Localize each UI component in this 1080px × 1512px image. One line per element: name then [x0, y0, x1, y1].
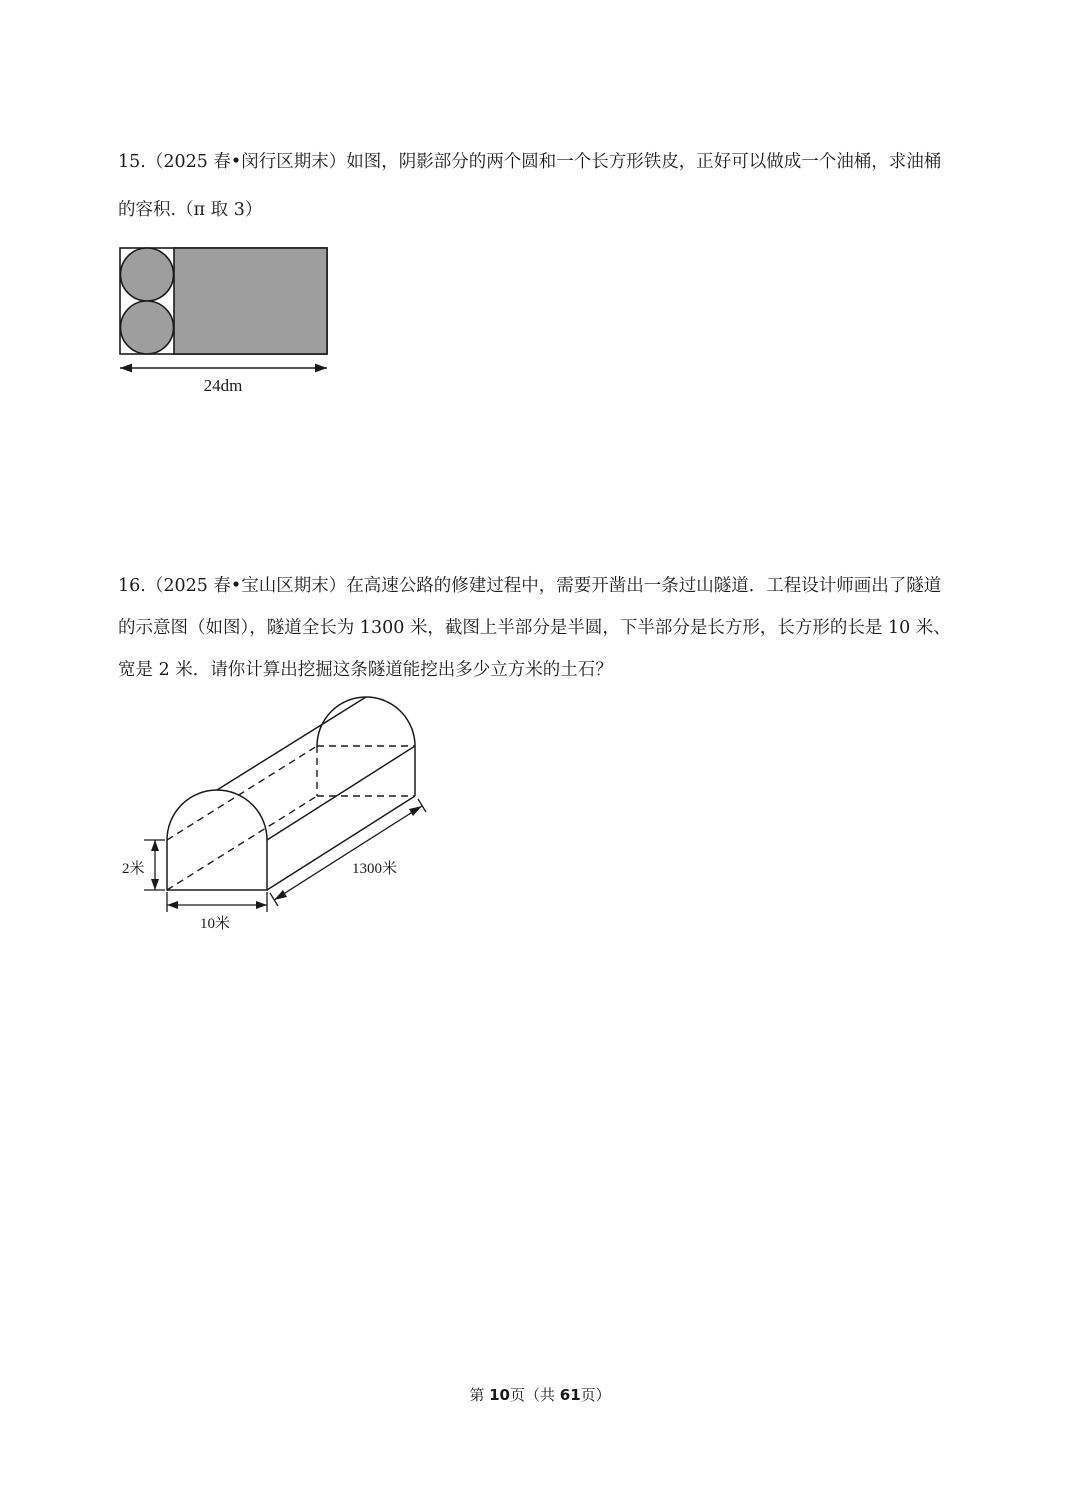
footer-suffix: 页）: [580, 1386, 611, 1404]
q15-text-line1: 15.（2025 春•闵行区期末）如图，阴影部分的两个圆和一个长方形铁皮，正好可以做成一个油桶，求油桶: [118, 152, 942, 172]
q16-hidden-left-top-edge: [167, 746, 317, 840]
footer-prefix: 第: [469, 1386, 490, 1404]
q16-text-line3: 宽是 2 米．请你计算出挖掘这条隧道能挖出多少立方米的土石？: [118, 660, 613, 680]
page-footer: [0, 1388, 1080, 1403]
q16-top-edge: [217, 697, 366, 790]
q16-right-top-edge: [267, 746, 415, 840]
footer-page-number: 10: [489, 1386, 510, 1404]
q16-hidden-left-bottom-edge: [167, 796, 317, 890]
footer-total-pages: 61: [559, 1386, 581, 1404]
q16-front-face: [167, 790, 267, 890]
q15-text-line2: 的容积.（π 取 3）: [118, 200, 263, 220]
q16-width-label: 10米: [200, 916, 231, 932]
q16-length-dimension-line: [274, 806, 422, 900]
q16-text-line1: 16.（2025 春•宝山区期末）在高速公路的修建过程中，需要开凿出一条过山隧道．工程设计师画出了隧道: [118, 576, 942, 596]
q16-text-line2: 的示意图（如图），隧道全长为 1300 米，截图上半部分是半圆，下半部分是长方形，长方形的长是 10 米、: [118, 618, 951, 638]
q15-width-label: 24dm: [203, 376, 243, 395]
footer-middle: 页（共: [509, 1386, 560, 1404]
q16-length-label: 1300米: [352, 861, 398, 877]
q16-height-label: 2米: [122, 861, 145, 877]
